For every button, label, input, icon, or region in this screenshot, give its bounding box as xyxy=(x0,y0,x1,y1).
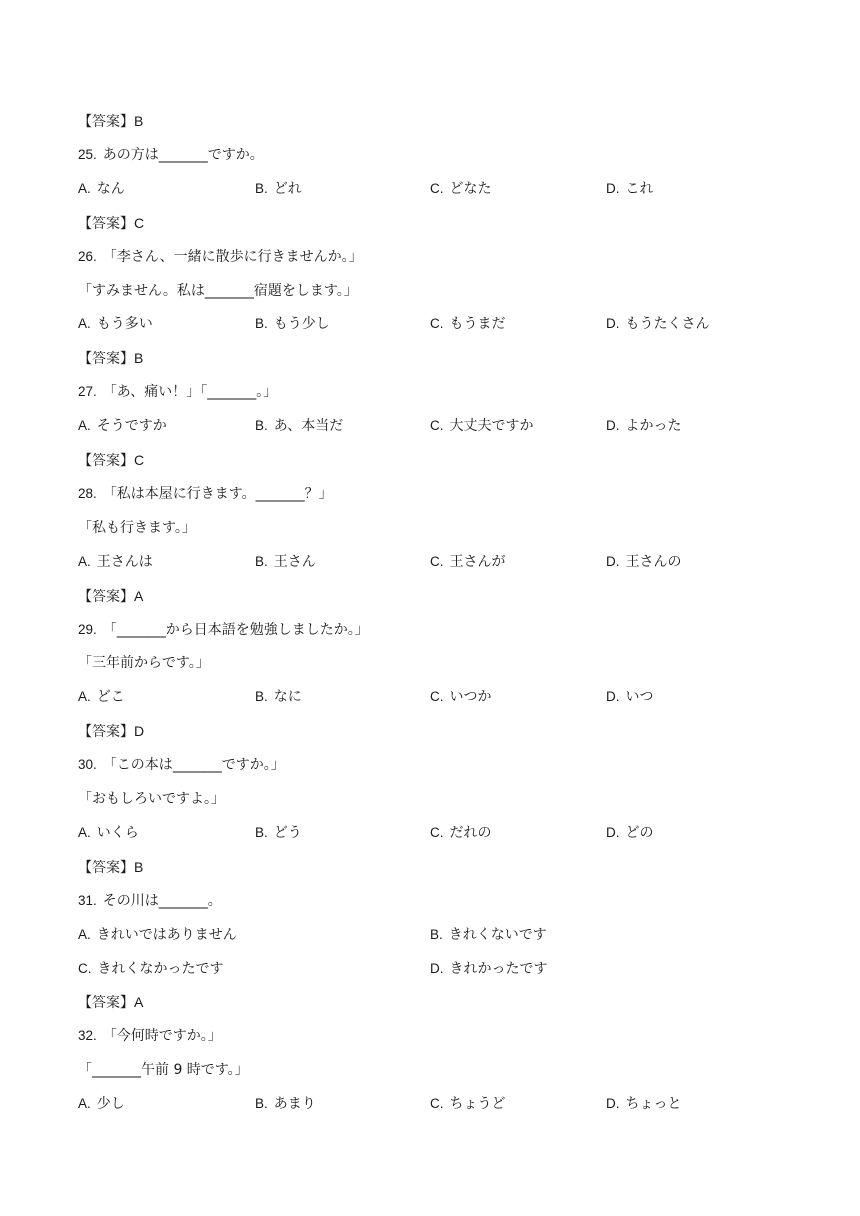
option-label: A. xyxy=(78,553,91,569)
option-text: きれかったです xyxy=(449,960,548,977)
question-number: 29. xyxy=(78,621,97,637)
question-line xyxy=(78,619,369,641)
answer-prefix: 【答案】 xyxy=(78,858,134,875)
option-label: A. xyxy=(78,1096,91,1112)
option-label: A. xyxy=(78,418,91,434)
answer-prefix: 【答案】 xyxy=(78,214,134,231)
dialogue-text: 「_______午前 9 時です。」 xyxy=(78,1062,249,1079)
option-text: 少し xyxy=(96,1096,125,1113)
option-label: A. xyxy=(78,926,91,942)
option-label: C. xyxy=(78,960,92,976)
option-text: そうですか xyxy=(96,418,167,435)
option-label: C. xyxy=(430,1096,444,1112)
option-text: どこ xyxy=(96,689,125,706)
answer-prefix: 【答案】 xyxy=(78,587,134,604)
answer-value: A xyxy=(134,994,144,1011)
option-text: 王さんが xyxy=(449,553,506,570)
option-a xyxy=(78,551,153,573)
question-line xyxy=(78,246,363,268)
question-text: 「_______から日本語を勉強しましたか。」 xyxy=(102,621,369,638)
option-b xyxy=(255,551,316,573)
answer-prefix: 【答案】 xyxy=(78,723,134,740)
option-c xyxy=(430,313,506,335)
option-label: B. xyxy=(255,316,268,332)
question-number: 30. xyxy=(78,757,97,773)
option-label: C. xyxy=(430,824,444,840)
answer-prefix: 【答案】 xyxy=(78,994,134,1011)
question-number: 26. xyxy=(78,248,97,264)
option-a xyxy=(78,415,167,437)
option-b xyxy=(255,686,302,708)
options-row xyxy=(78,415,778,437)
dialogue-line xyxy=(78,1059,249,1081)
option-label: A. xyxy=(78,180,91,196)
option-label: B. xyxy=(255,689,268,705)
option-text: きれくなかったです xyxy=(97,960,224,977)
option-label: B. xyxy=(255,553,268,569)
answer-line xyxy=(78,720,144,742)
question-number: 25. xyxy=(78,146,97,162)
option-text: 王さんは xyxy=(96,553,153,570)
question-text: その川は_______。 xyxy=(102,892,222,909)
dialogue-text: 「三年前からです。」 xyxy=(78,655,210,672)
option-b xyxy=(255,415,343,437)
option-text: いつか xyxy=(449,689,492,706)
answer-value: B xyxy=(134,350,144,367)
option-text: よかった xyxy=(625,418,682,435)
option-text: あ、本当だ xyxy=(273,418,344,435)
question-text: 「この本は_______ですか。」 xyxy=(102,757,285,774)
option-text: なん xyxy=(96,180,125,197)
option-text: どなた xyxy=(449,180,492,197)
answer-value: A xyxy=(134,587,144,604)
option-b xyxy=(255,1093,316,1115)
dialogue-line xyxy=(78,517,196,539)
option-a xyxy=(78,1093,125,1115)
options-row xyxy=(78,313,778,335)
option-label: B. xyxy=(255,180,268,196)
answer-value: D xyxy=(134,723,145,740)
option-text: もうたくさん xyxy=(625,316,710,333)
options-row xyxy=(78,958,778,980)
question-line xyxy=(78,1025,222,1047)
option-a xyxy=(78,924,237,946)
option-text: ちょっと xyxy=(625,1096,682,1113)
option-d xyxy=(606,415,682,437)
option-b xyxy=(430,924,547,946)
option-c xyxy=(430,822,492,844)
option-text: なに xyxy=(273,689,302,706)
option-label: A. xyxy=(78,824,91,840)
question-line xyxy=(78,381,277,403)
answer-line xyxy=(78,347,143,369)
option-text: いくら xyxy=(96,824,139,841)
option-text: もうまだ xyxy=(449,316,506,333)
options-row xyxy=(78,178,778,200)
question-text: 「あ、痛い！」「_______。」 xyxy=(102,384,278,401)
option-c xyxy=(78,958,224,980)
option-b xyxy=(255,313,330,335)
option-text: きれいではありません xyxy=(96,926,237,943)
question-number: 31. xyxy=(78,892,97,908)
option-b xyxy=(255,822,302,844)
answer-line xyxy=(78,856,143,878)
question-line xyxy=(78,890,222,912)
answer-line xyxy=(78,449,144,471)
option-label: C. xyxy=(430,418,444,434)
option-d xyxy=(606,1093,682,1115)
option-c xyxy=(430,178,492,200)
option-text: もう多い xyxy=(96,316,153,333)
option-d xyxy=(606,822,654,844)
option-label: B. xyxy=(255,418,268,434)
dialogue-text: 「おもしろいですよ。」 xyxy=(78,791,225,807)
option-d xyxy=(606,313,710,335)
option-c xyxy=(430,551,506,573)
option-label: D. xyxy=(606,180,620,196)
answer-value: B xyxy=(134,858,144,875)
option-d xyxy=(606,686,654,708)
option-label: C. xyxy=(430,689,444,705)
question-text: 「李さん、一緒に散歩に行きませんか。」 xyxy=(102,248,363,265)
answer-value: C xyxy=(134,452,145,468)
answer-value: B xyxy=(134,113,144,129)
option-a xyxy=(78,313,153,335)
option-text: 大丈夫ですか xyxy=(449,418,534,435)
question-text: 「私は本屋に行きます。_______？」 xyxy=(102,485,333,502)
question-number: 32. xyxy=(78,1028,97,1044)
option-label: D. xyxy=(430,960,444,976)
option-label: D. xyxy=(606,316,620,332)
answer-prefix: 【答案】 xyxy=(78,452,134,468)
option-a xyxy=(78,686,125,708)
answer-prefix: 【答案】 xyxy=(78,350,134,367)
option-text: どう xyxy=(273,824,302,841)
dialogue-line xyxy=(78,280,358,302)
option-text: どの xyxy=(625,824,654,841)
answer-line xyxy=(78,212,144,234)
option-c xyxy=(430,686,492,708)
options-row xyxy=(78,551,778,573)
option-text: あまり xyxy=(273,1096,316,1113)
answer-prefix: 【答案】 xyxy=(78,113,134,129)
option-label: D. xyxy=(606,824,620,840)
option-label: B. xyxy=(255,824,268,840)
option-label: A. xyxy=(78,316,91,332)
answer-line xyxy=(78,585,143,607)
answer-line xyxy=(78,991,143,1013)
question-text: 「今何時ですか。」 xyxy=(102,1028,222,1045)
option-b xyxy=(255,178,302,200)
option-label: C. xyxy=(430,553,444,569)
options-row xyxy=(78,686,778,708)
option-text: どれ xyxy=(273,180,302,197)
option-label: C. xyxy=(430,180,444,196)
option-d xyxy=(430,958,548,980)
option-label: D. xyxy=(606,1096,620,1112)
question-number: 28. xyxy=(78,485,97,501)
options-row xyxy=(78,1093,778,1115)
option-label: D. xyxy=(606,553,620,569)
question-number: 27. xyxy=(78,384,97,400)
option-d xyxy=(606,551,682,573)
dialogue-line xyxy=(78,788,225,810)
option-label: D. xyxy=(606,418,620,434)
option-label: B. xyxy=(255,1096,268,1112)
dialogue-text: 「すみません。私は_______宿題をします。」 xyxy=(78,282,358,299)
option-label: A. xyxy=(78,689,91,705)
question-text: あの方は_______ですか。 xyxy=(102,146,264,163)
option-text: ちょうど xyxy=(449,1096,506,1113)
question-line xyxy=(78,144,264,166)
option-text: きれくないです xyxy=(448,926,547,943)
option-text: もう少し xyxy=(273,316,330,333)
option-a xyxy=(78,178,125,200)
answer-line xyxy=(78,110,143,132)
option-text: 王さん xyxy=(273,553,316,570)
option-text: 王さんの xyxy=(625,553,682,570)
option-a xyxy=(78,822,139,844)
option-label: B. xyxy=(430,926,443,942)
options-row xyxy=(78,924,778,946)
question-line xyxy=(78,483,333,505)
answer-value: C xyxy=(134,214,145,231)
option-c xyxy=(430,415,534,437)
dialogue-line xyxy=(78,652,210,674)
option-label: D. xyxy=(606,689,620,705)
option-label: C. xyxy=(430,316,444,332)
option-c xyxy=(430,1093,506,1115)
option-text: これ xyxy=(625,180,654,197)
question-line xyxy=(78,754,285,776)
option-d xyxy=(606,178,654,200)
dialogue-text: 「私も行きます。」 xyxy=(78,519,196,536)
options-row xyxy=(78,822,778,844)
option-text: いつ xyxy=(625,689,654,706)
option-text: だれの xyxy=(449,824,492,841)
